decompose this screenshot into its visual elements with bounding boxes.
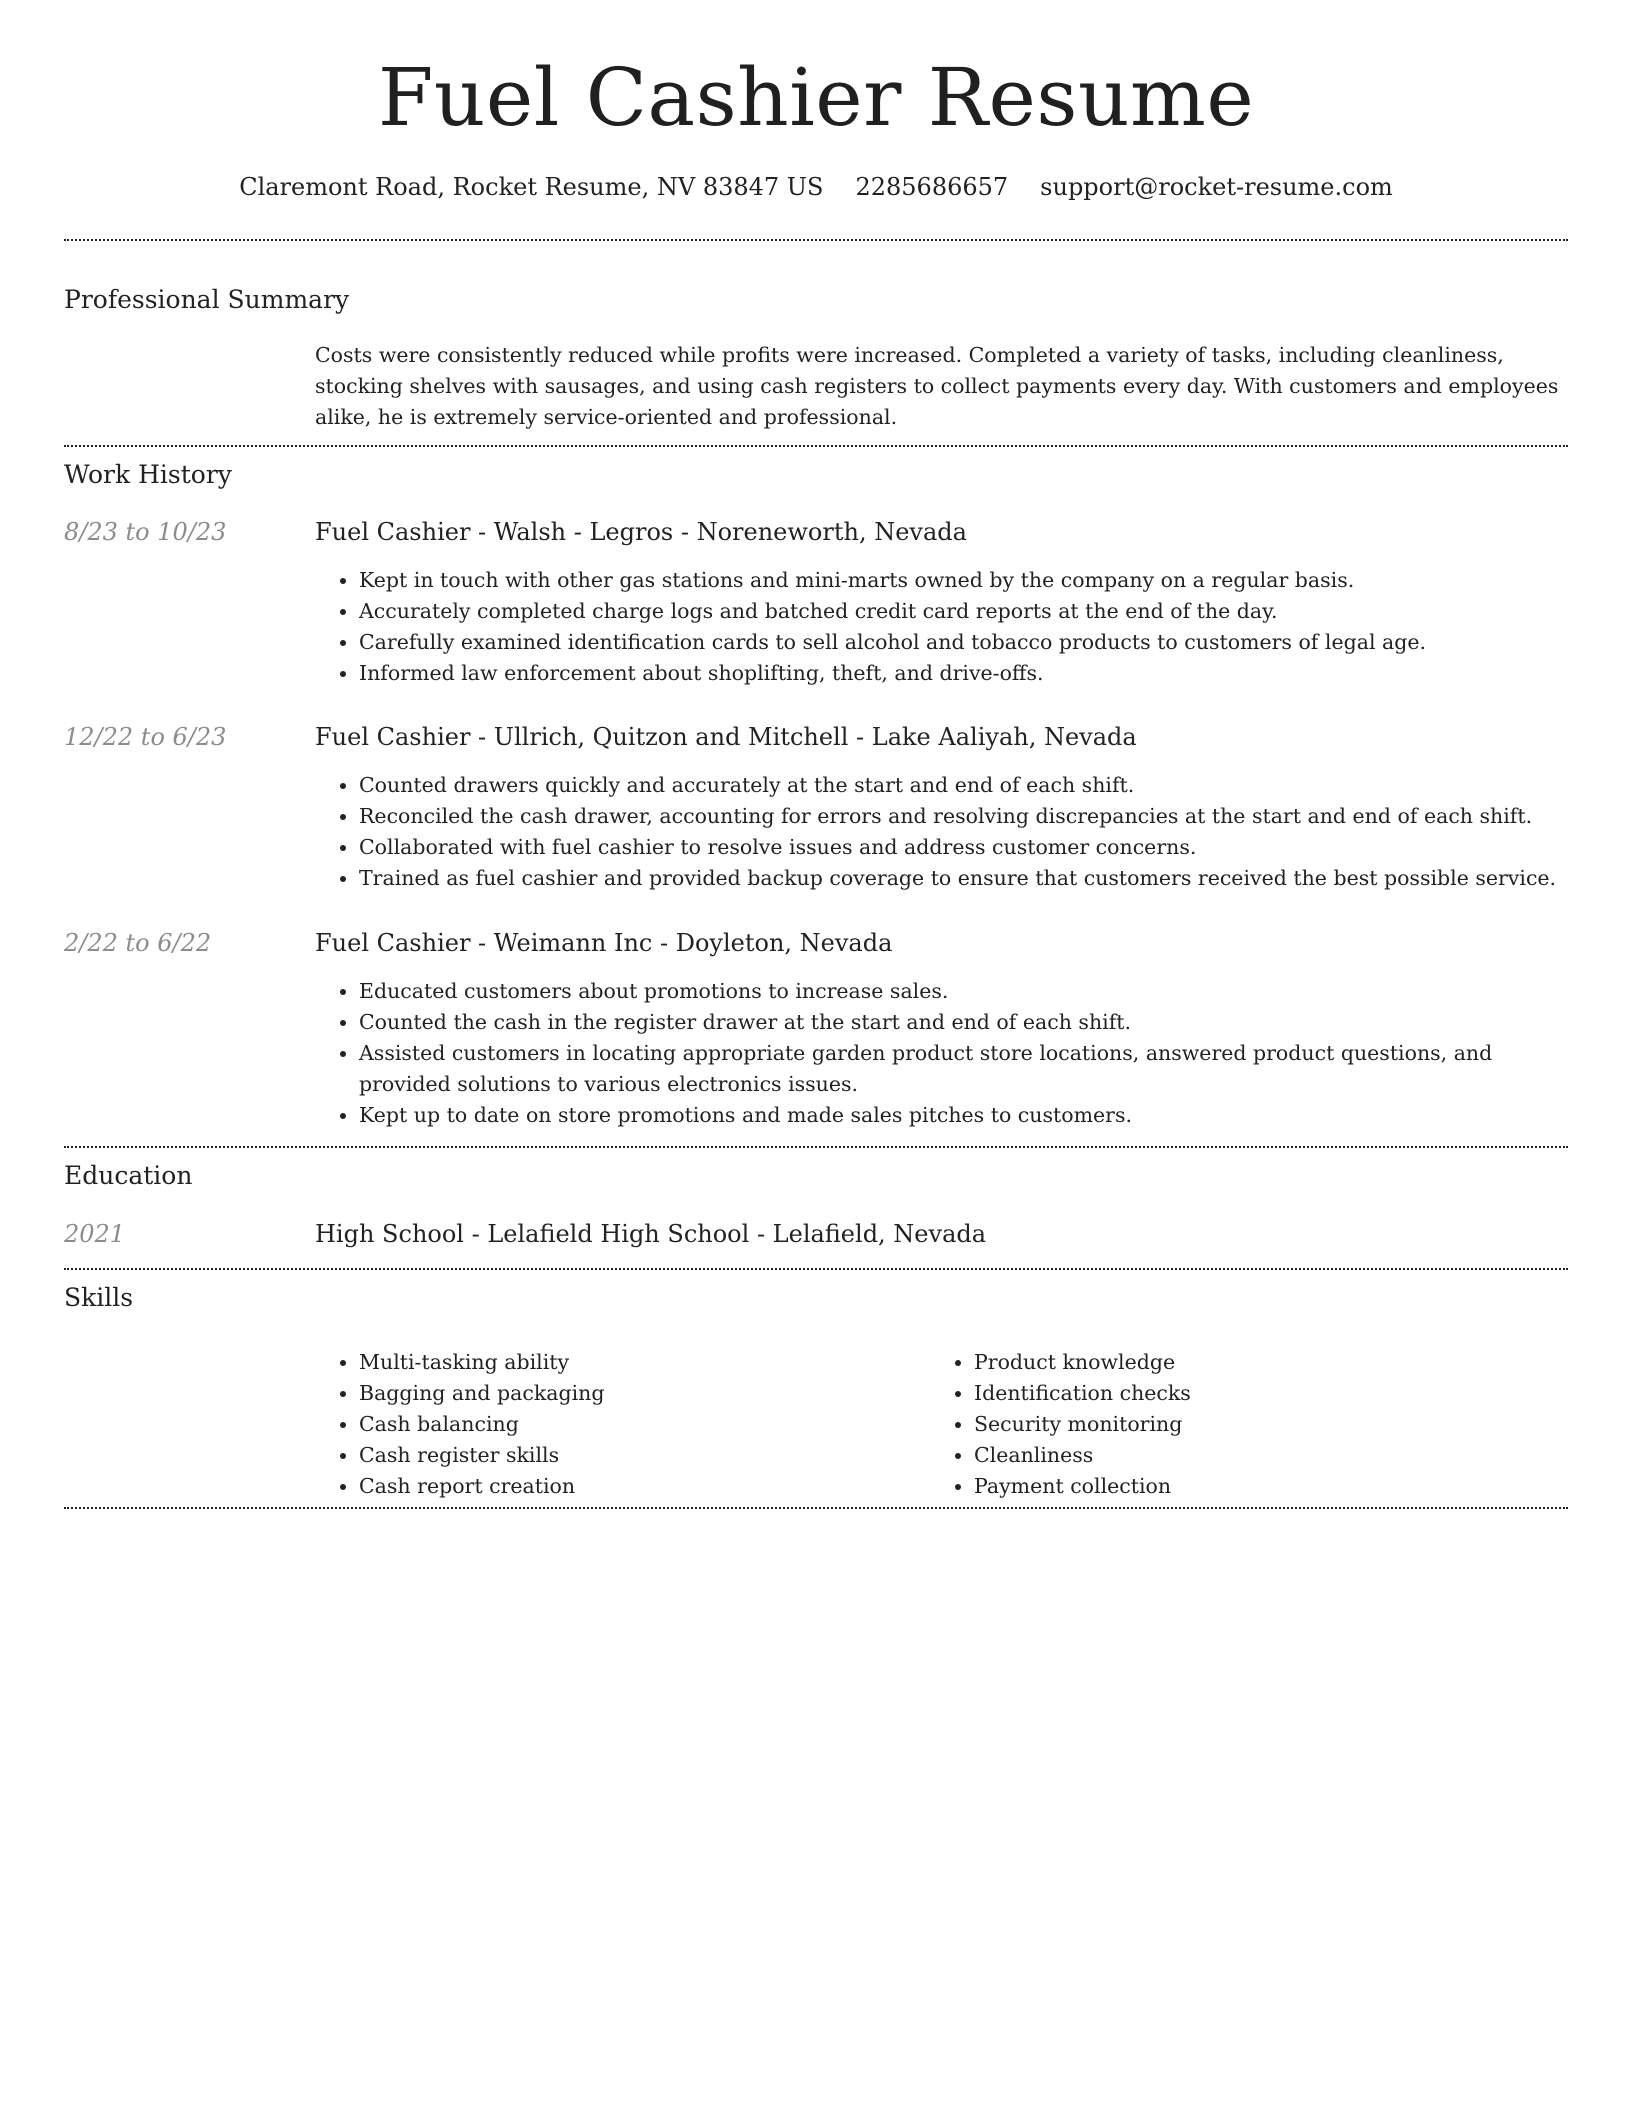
list-item: • Collaborated with fuel cashier to resolve issues and address customer concerns. [359, 832, 1565, 863]
list-item: • Informed law enforcement about shoplifting, theft, and drive-offs. [359, 658, 1565, 689]
section-title-skills: Skills [64, 1283, 134, 1312]
job-bullets [315, 770, 1565, 894]
list-item: • Carefully examined identification cards to sell alcohol and tobacco products to customers of legal age. [359, 627, 1565, 658]
divider [64, 1146, 1568, 1148]
skills-list [315, 1347, 1565, 1502]
skill-item: • Cash report creation [359, 1471, 930, 1502]
list-item: • Counted drawers quickly and accurately at the start and end of each shift. [359, 770, 1565, 801]
skill-item: • Cleanliness [974, 1440, 1545, 1471]
list-item: • Counted the cash in the register drawer at the start and end of each shift. [359, 1007, 1565, 1038]
skill-item: • Multi-tasking ability [359, 1347, 930, 1378]
section-title-education: Education [64, 1161, 193, 1190]
skill-item: • Security monitoring [974, 1409, 1545, 1440]
section-title-summary: Professional Summary [64, 285, 350, 314]
skill-item: • Identification checks [974, 1378, 1545, 1409]
skill-item: • Cash register skills [359, 1440, 930, 1471]
job-bullets [315, 976, 1565, 1131]
job-heading: Fuel Cashier - Weimann Inc - Doyleton, Nevada [315, 929, 893, 957]
divider [64, 445, 1568, 447]
skill-item: • Payment collection [974, 1471, 1545, 1502]
job-heading: Fuel Cashier - Walsh - Legros - Noreneworth, Nevada [315, 518, 967, 546]
divider [64, 1507, 1568, 1509]
contact-phone: 2285686657 [855, 173, 1009, 201]
contact-line [0, 170, 1632, 204]
skills-column-left [315, 1347, 930, 1502]
divider [64, 239, 1568, 241]
job-dates: 2/22 to 6/22 [64, 929, 212, 957]
list-item: • Assisted customers in locating appropriate garden product store locations, answered product questions, and provided solutions to various electronics issues. [359, 1038, 1565, 1100]
contact-email: support@rocket-resume.com [1040, 173, 1393, 201]
list-item: • Kept in touch with other gas stations and mini-marts owned by the company on a regular basis. [359, 565, 1565, 596]
summary-text: Costs were consistently reduced while profits were increased. Completed a variety of tasks, including cleanliness, stocking shelves with sausages, and using cash registers to collect payments every day. With customers and employees alike, he is extremely service-oriented and professional. [315, 343, 1559, 429]
list-item: • Accurately completed charge logs and batched credit card reports at the end of the day. [359, 596, 1565, 627]
education-heading: High School - Lelafield High School - Lelafield, Nevada [315, 1220, 987, 1248]
job-dates: 12/22 to 6/23 [64, 723, 227, 751]
list-item: • Kept up to date on store promotions and made sales pitches to customers. [359, 1100, 1565, 1131]
section-title-work-history: Work History [64, 460, 232, 489]
resume-title: Fuel Cashier Resume [377, 51, 1255, 144]
list-item: • Reconciled the cash drawer, accounting for errors and resolving discrepancies at the start and end of each shift. [359, 801, 1565, 832]
list-item: • Trained as fuel cashier and provided backup coverage to ensure that customers received the best possible service. [359, 863, 1565, 894]
skill-item: • Bagging and packaging [359, 1378, 930, 1409]
job-bullets [315, 565, 1565, 689]
divider [64, 1268, 1568, 1270]
contact-address: Claremont Road, Rocket Resume, NV 83847 US [239, 173, 824, 201]
skill-item: • Cash balancing [359, 1409, 930, 1440]
list-item: • Educated customers about promotions to increase sales. [359, 976, 1565, 1007]
education-year: 2021 [64, 1220, 126, 1248]
job-dates: 8/23 to 10/23 [64, 518, 227, 546]
job-heading: Fuel Cashier - Ullrich, Quitzon and Mitchell - Lake Aaliyah, Nevada [315, 723, 1137, 751]
skills-column-right [930, 1347, 1545, 1502]
skill-item: • Product knowledge [974, 1347, 1545, 1378]
